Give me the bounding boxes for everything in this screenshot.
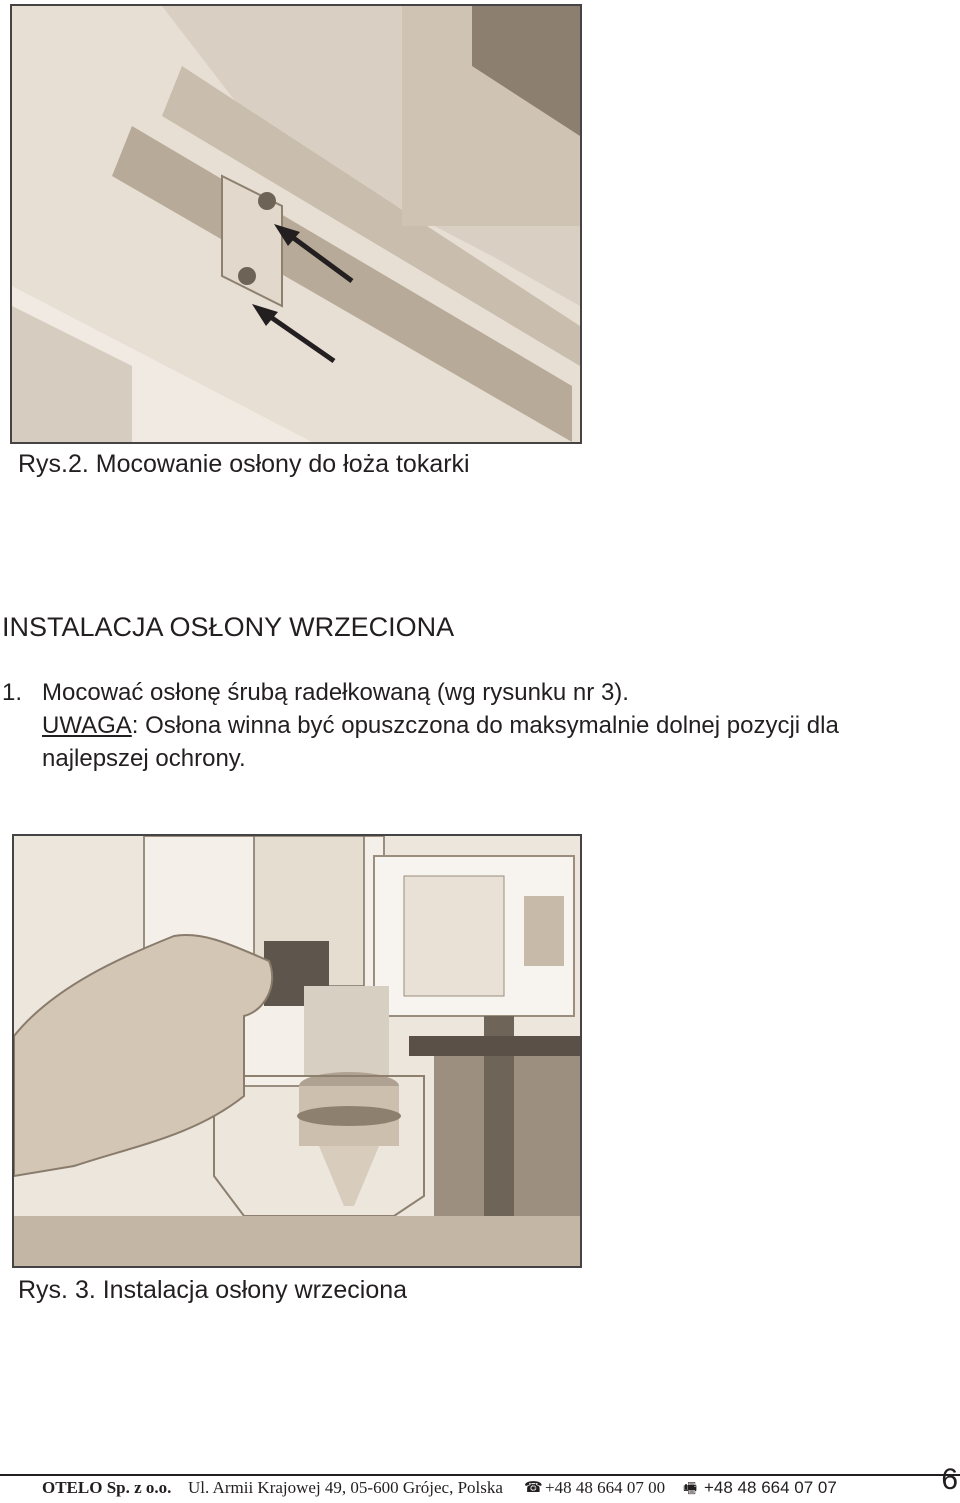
footer-address: Ul. Armii Krajowej 49, 05-600 Grójec, Polska <box>188 1478 503 1497</box>
spindle-guard-illustration <box>14 836 580 1266</box>
spindle-guard-photo <box>12 834 582 1268</box>
footer-phone: +48 48 664 07 00 <box>545 1478 666 1497</box>
lathe-bed-photo <box>10 4 582 444</box>
figure-3-caption: Rys. 3. Instalacja osłony wrzeciona <box>18 1276 408 1304</box>
footer-fax: +48 48 664 07 07 <box>704 1478 837 1497</box>
step-number: 1. <box>2 679 23 706</box>
installation-step <box>2 676 952 775</box>
warning-label: UWAGA <box>42 712 132 739</box>
figure-2-caption: Rys.2. Mocowanie osłony do łoża tokarki <box>18 450 470 478</box>
page-number: 6 <box>941 1463 958 1496</box>
warning-text: : Osłona winna być opuszczona do maksymalnie dolnej pozycji dla najlepszej ochrony. <box>42 712 839 772</box>
step-text: Mocować osłonę śrubą radełkowaną (wg rysunku nr 3). <box>42 679 629 706</box>
fax-icon: 🖷 <box>683 1480 698 1497</box>
warning-note <box>42 709 952 775</box>
lathe-bed-illustration <box>12 6 580 442</box>
telephone-icon: ☎ <box>524 1479 543 1496</box>
page-footer <box>0 1474 960 1499</box>
footer-company: OTELO Sp. z o.o. <box>42 1478 172 1497</box>
section-heading: INSTALACJA OSŁONY WRZECIONA <box>2 612 455 642</box>
